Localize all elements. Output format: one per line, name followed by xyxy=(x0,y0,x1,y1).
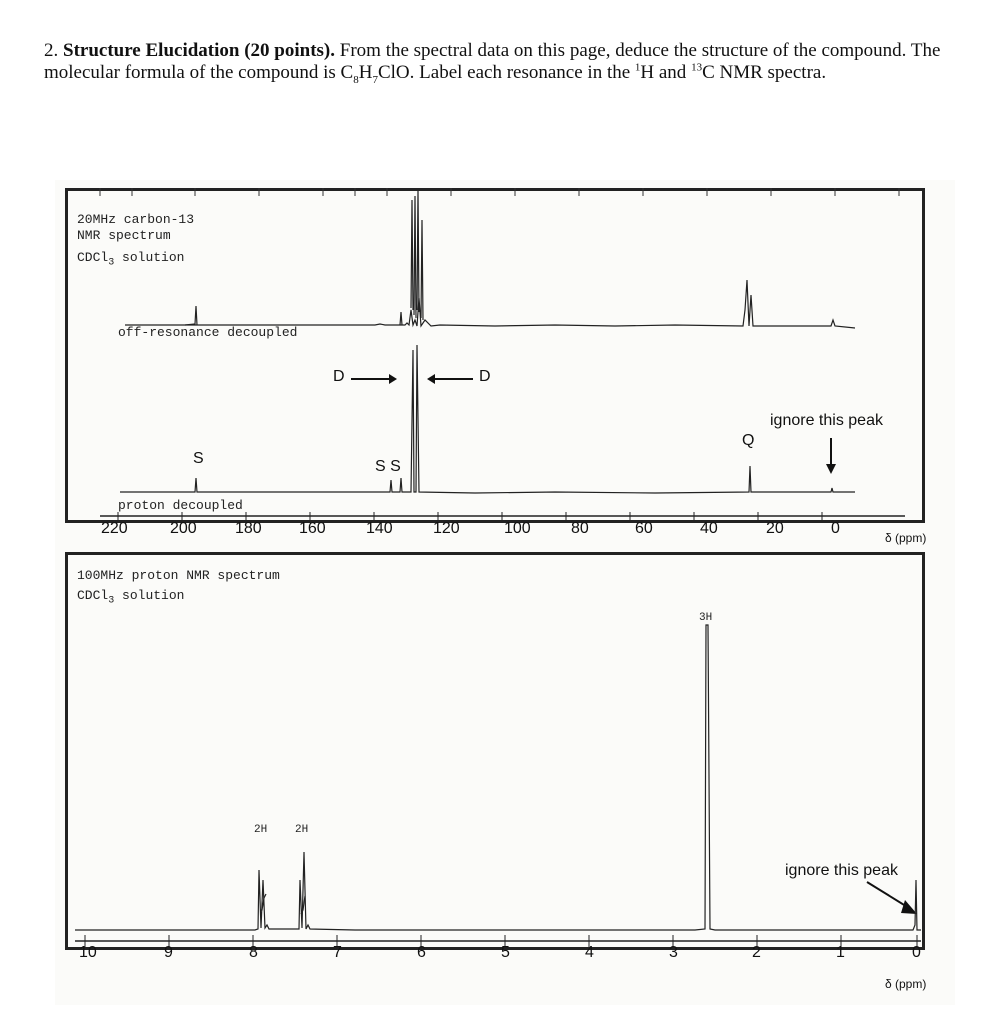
c13-title-line1: 20MHz carbon-13 xyxy=(77,212,195,227)
c13-tick-100: 100 xyxy=(504,520,531,537)
c13-tick-200: 200 xyxy=(170,520,197,537)
question-number: 2. xyxy=(44,40,59,61)
h1-trace xyxy=(55,180,955,980)
question-body-2: . Label each resonance in the xyxy=(409,62,631,83)
question-body: From the spectral data on this page, deduce the structure of the compound. The molecular formula of the compound is xyxy=(44,40,941,83)
c13-solvent: CDCl$_3$ solution xyxy=(77,250,185,269)
h1-axis-unit: δ (ppm) xyxy=(885,977,927,991)
q-label: Q xyxy=(742,432,755,449)
h1-solvent: CDCl$_3$ solution xyxy=(77,588,185,607)
h1-tick-0: 0 xyxy=(912,944,921,961)
integral-2h-b: 2H xyxy=(295,824,309,836)
ss-label: S S xyxy=(375,458,401,475)
s-label: S xyxy=(193,450,204,467)
c13-tick-140: 140 xyxy=(366,520,393,537)
c13-tick-40: 40 xyxy=(700,520,718,537)
question-title: Structure Elucidation (20 points). xyxy=(63,40,336,61)
c13-tick-220: 220 xyxy=(101,520,128,537)
h1-tick-6: 6 xyxy=(417,944,426,961)
h1-tick-2: 2 xyxy=(752,944,761,961)
h1-tick-4: 4 xyxy=(585,944,594,961)
h1-title: 100MHz proton NMR spectrum xyxy=(77,568,280,583)
integral-2h-a: 2H xyxy=(254,824,268,836)
h1-tick-1: 1 xyxy=(836,944,845,961)
h1-tick-10: 10 xyxy=(79,944,97,961)
c13-tick-0: 0 xyxy=(831,520,840,537)
c13-tick-20: 20 xyxy=(766,520,784,537)
spectra-scan xyxy=(55,180,955,1005)
h1-tick-9: 9 xyxy=(164,944,173,961)
h1-tick-8: 8 xyxy=(249,944,258,961)
question-text: 2. Structure Elucidation (20 points). From the spectral data on this page, deduce the structure of the compound. The molecular formula of the compound is $C_8H_7ClO$. Label each resonance in the $^1$H and $^{13}$C NMR spectra. xyxy=(44,40,941,86)
c13-tick-160: 160 xyxy=(299,520,326,537)
c13-ignore-label: ignore this peak xyxy=(770,412,883,429)
c13-tick-180: 180 xyxy=(235,520,262,537)
h1-tick-5: 5 xyxy=(501,944,510,961)
integral-3h: 3H xyxy=(699,612,713,624)
c13-tick-80: 80 xyxy=(571,520,589,537)
c13-tick-120: 120 xyxy=(433,520,460,537)
c13-title-line2: NMR spectrum xyxy=(77,228,171,243)
d-left-label: D xyxy=(333,368,345,385)
h1-ignore-label: ignore this peak xyxy=(785,862,898,879)
off-resonance-label: off-resonance decoupled xyxy=(118,325,298,340)
c13-tick-60: 60 xyxy=(635,520,653,537)
c13-axis-unit: δ (ppm) xyxy=(885,531,927,545)
h1-tick-7: 7 xyxy=(333,944,342,961)
proton-decoupled-label: proton decoupled xyxy=(118,498,243,513)
d-right-label: D xyxy=(479,368,491,385)
molecular-formula: $C_8H_7ClO$ xyxy=(340,62,410,86)
h1-tick-3: 3 xyxy=(669,944,678,961)
